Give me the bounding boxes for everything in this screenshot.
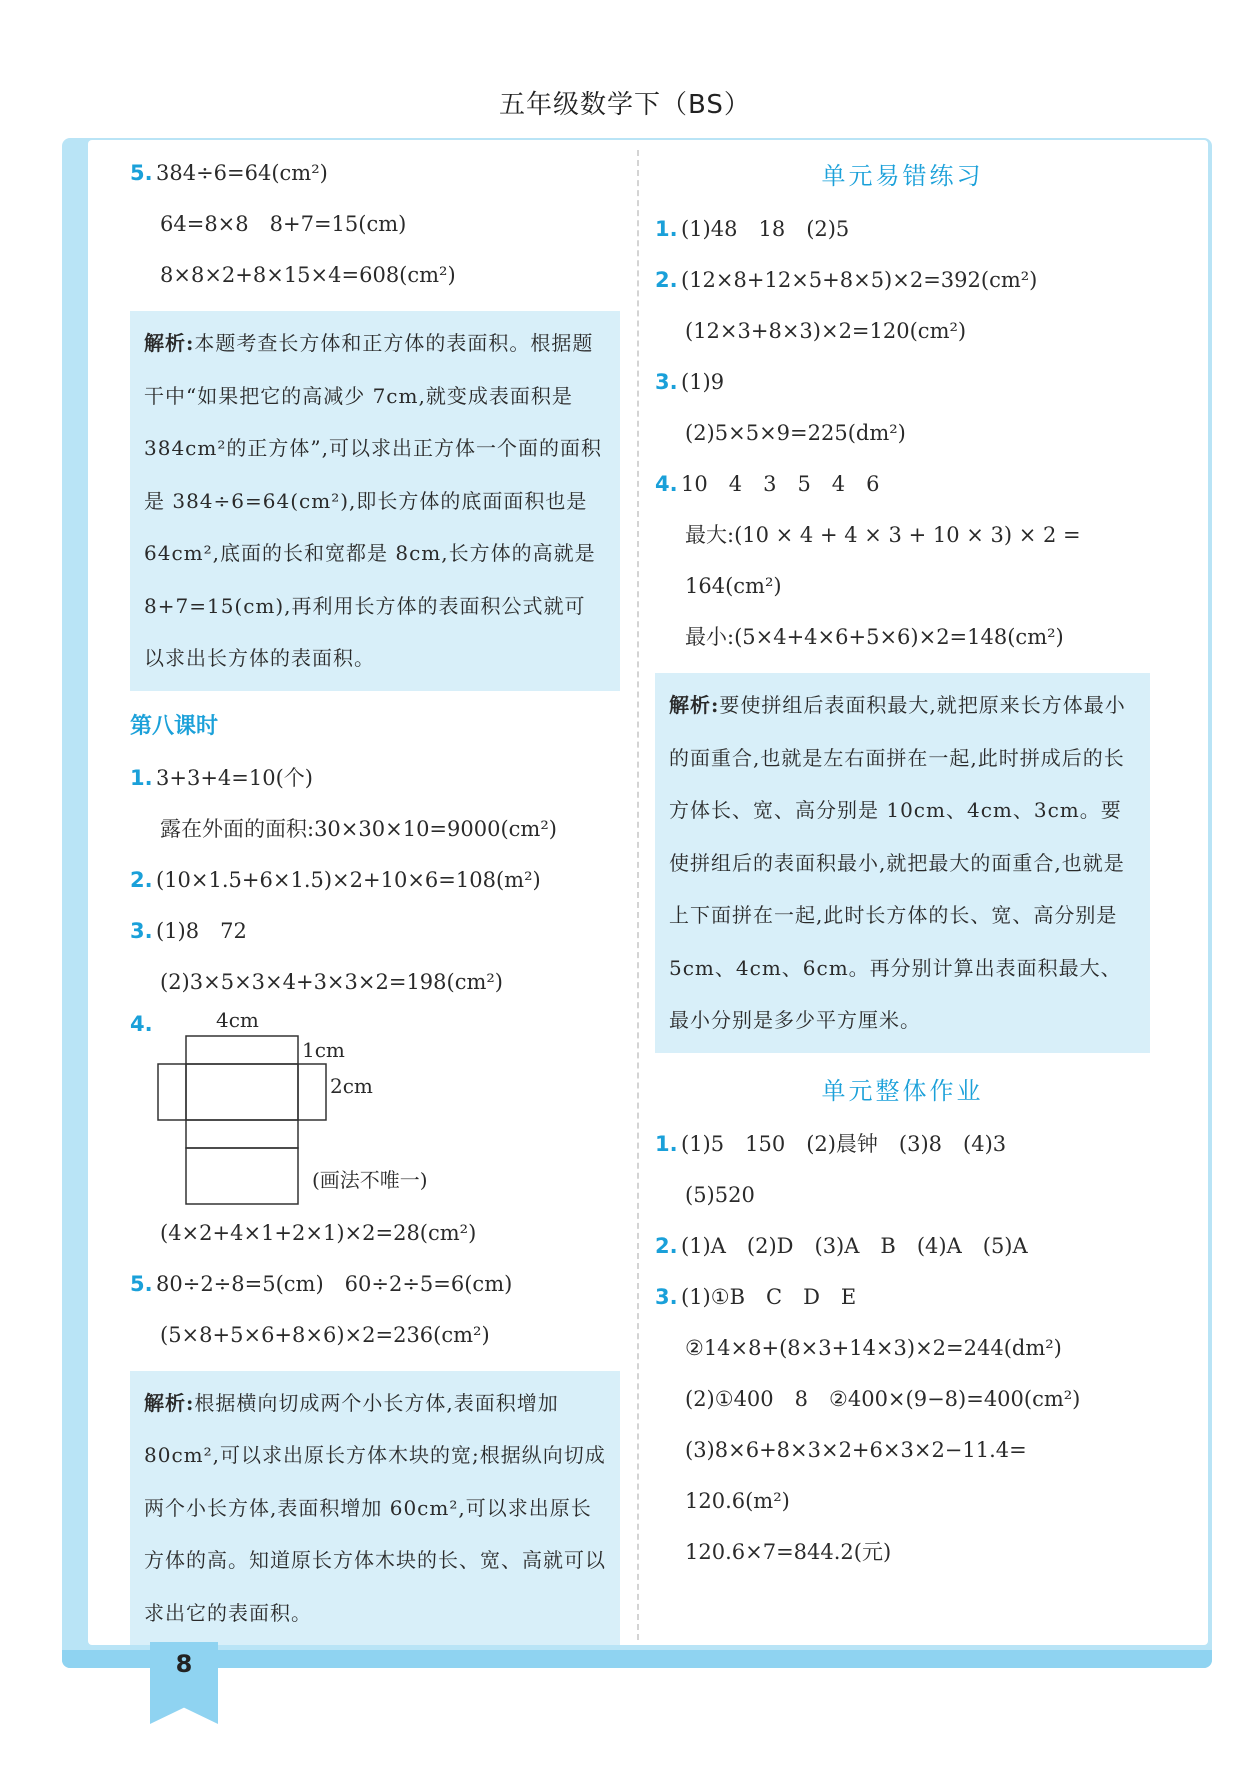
analysis-label: 解析: <box>144 331 195 355</box>
answer-text: (1)①B C D E <box>681 1284 857 1309</box>
answer-line <box>655 1119 1150 1170</box>
question-number: 3. <box>655 1284 678 1309</box>
answer-line: (5×8+5×6+8×6)×2=236(cm²) <box>160 1322 490 1347</box>
answer-text: 80÷2÷8=5(cm) 60÷2÷5=6(cm) <box>156 1271 513 1296</box>
answer-line: (2)3×5×3×4+3×3×2=198(cm²) <box>160 969 504 994</box>
answer-line <box>130 855 620 906</box>
answer-line <box>655 1221 1150 1272</box>
answer-line <box>655 255 1150 306</box>
label-1cm: 1cm <box>302 1037 345 1062</box>
label-2cm: 2cm <box>330 1073 373 1098</box>
answer-line: 64=8×8 8+7=15(cm) <box>160 212 407 236</box>
answer-line: (3)8×6+8×3×2+6×3×2−11.4= <box>685 1437 1027 1462</box>
answer-text: 384÷6=64(cm²) <box>156 161 328 185</box>
analysis-box <box>130 1371 620 1646</box>
label-4cm: 4cm <box>216 1007 259 1032</box>
analysis-label: 解析: <box>144 1390 195 1415</box>
answer-text: (12×8+12×5+8×5)×2=392(cm²) <box>681 268 1038 292</box>
question-number: 5. <box>130 1271 153 1296</box>
question-number: 1. <box>130 765 153 790</box>
question-number: 4. <box>655 472 678 496</box>
answer-line <box>655 1272 1150 1323</box>
section-title: 单元整体作业 <box>821 1076 984 1105</box>
analysis-text: 要使拼组后表面积最大,就把原来长方体最小的面重合,也就是左右面拼在一起,此时拼成后的长方体长、宽、高分别是 10cm、4cm、3cm。要使拼组后的表面积最小,就把最大的面重合,也就是上下面拼在一起,此时长方体的长、宽、高分别是 5cm、4cm、6cm。再分别计算出表面积最大、最小分别是多少平方厘米。 <box>669 693 1126 1032</box>
question-number: 3. <box>130 918 153 943</box>
answer-line: 最小:(5×4+4×6+5×6)×2=148(cm²) <box>685 625 1064 649</box>
answer-line <box>130 1259 620 1310</box>
question-number: 2. <box>655 268 678 292</box>
answer-line <box>655 357 1150 408</box>
page-header: 五年级数学下（BS） <box>499 90 751 120</box>
question-number: 2. <box>655 1233 678 1258</box>
question-number: 1. <box>655 217 678 241</box>
answer-text: (1)9 <box>681 370 725 394</box>
answer-line: (12×3+8×3)×2=120(cm²) <box>685 319 967 343</box>
analysis-box <box>130 311 620 691</box>
answer-text: (10×1.5+6×1.5)×2+10×6=108(m²) <box>156 867 541 892</box>
answer-line <box>655 204 1150 255</box>
analysis-text: 根据横向切成两个小长方体,表面积增加 80cm²,可以求出原长方体木块的宽;根据纵向切成两个小长方体,表面积增加 60cm²,可以求出原长方体的高。知道原长方体木块的长、宽、高就可以求出它的表面积。 <box>144 1390 606 1625</box>
answer-line <box>655 459 1150 510</box>
section-title: 单元易错练习 <box>821 162 984 190</box>
analysis-text: 本题考查长方体和正方体的表面积。根据题干中“如果把它的高减少 7cm,就变成表面积是 384cm²的正方体”,可以求出正方体一个面的面积是 384÷6=64(cm²),即长方体的底面面积也是 64cm²,底面的长和宽都是 8cm,长方体的高就是 8+7=15(cm),再利用长方体的表面积公式就可以求出长方体的表面积。 <box>144 331 602 670</box>
answer-line: (5)520 <box>685 1182 755 1207</box>
answer-text: 10 4 3 5 4 6 <box>681 472 880 496</box>
column-divider <box>637 150 639 1640</box>
net-face-back <box>186 1148 298 1204</box>
question-number: 4. <box>130 1011 153 1036</box>
drawing-note: (画法不唯一) <box>312 1167 428 1192</box>
answer-line: (2)①400 8 ②400×(9−8)=400(cm²) <box>685 1386 1081 1411</box>
answer-text: (1)8 72 <box>156 918 247 943</box>
net-face-left <box>158 1064 186 1120</box>
analysis-box <box>655 673 1150 1053</box>
page-number: 8 <box>175 1650 193 1678</box>
answer-line <box>130 148 620 199</box>
answer-line <box>130 906 620 957</box>
net-face-right <box>298 1064 326 1120</box>
answer-text: (1)48 18 (2)5 <box>681 217 850 241</box>
answer-line: 120.6×7=844.2(元) <box>685 1539 892 1564</box>
answer-line <box>130 753 620 804</box>
question-number: 2. <box>130 867 153 892</box>
lesson-title: 第八课时 <box>130 713 219 739</box>
left-column <box>130 148 620 1655</box>
analysis-label: 解析: <box>669 693 720 717</box>
answer-line: 164(cm²) <box>685 574 782 598</box>
question-number: 5. <box>130 161 153 185</box>
answer-line: 120.6(m²) <box>685 1488 790 1513</box>
net-face-top <box>186 1036 298 1064</box>
right-column <box>655 148 1150 1578</box>
answer-text: (1)A (2)D (3)A B (4)A (5)A <box>681 1233 1028 1258</box>
answer-text: (1)5 150 (2)晨钟 (3)8 (4)3 <box>681 1131 1007 1156</box>
answer-line: 8×8×2+8×15×4=608(cm²) <box>160 263 456 287</box>
answer-line: 最大:(10 × 4 + 4 × 3 + 10 × 3) × 2 = <box>685 523 1081 547</box>
net-face-bottom <box>186 1120 298 1148</box>
answer-text: 3+3+4=10(个) <box>156 765 313 790</box>
answer-line: (4×2+4×1+2×1)×2=28(cm²) <box>160 1220 477 1245</box>
question-number: 1. <box>655 1131 678 1156</box>
cuboid-net-figure <box>130 1008 620 1208</box>
answer-line: (2)5×5×9=225(dm²) <box>685 421 906 445</box>
question-number: 3. <box>655 370 678 394</box>
answer-line: ②14×8+(8×3+14×3)×2=244(dm²) <box>685 1335 1062 1360</box>
net-face-front <box>186 1064 298 1120</box>
answer-line: 露在外面的面积:30×30×10=9000(cm²) <box>160 816 557 841</box>
